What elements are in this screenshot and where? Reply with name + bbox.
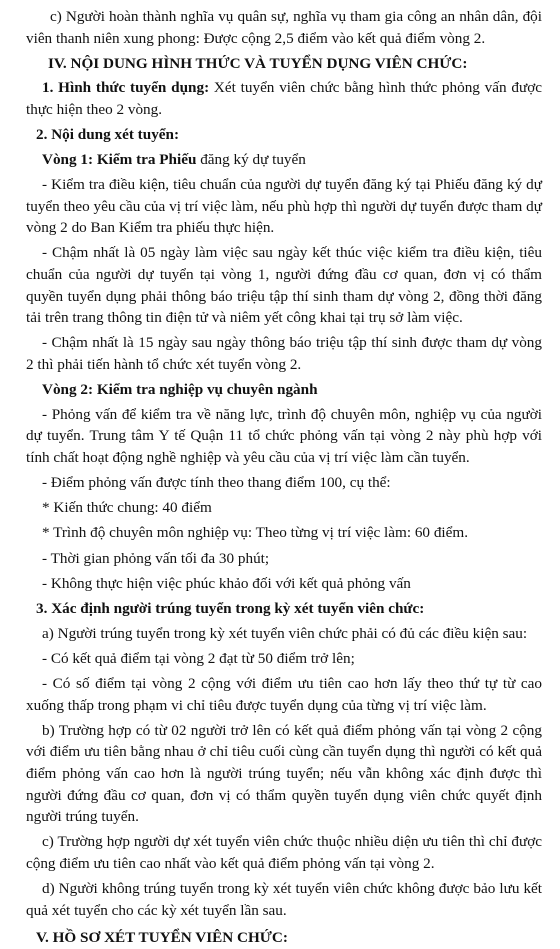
round-2-paragraph-4: * Trình độ chuyên môn nghiệp vụ: Theo từng vị trí việc làm: 60 điểm. — [42, 524, 468, 542]
round-2-paragraph-1: - Phỏng vấn để kiểm tra về năng lực, trình độ chuyên môn, nghiệp vụ của người dự tuyển. Trung tâm Y tế Quận 11 tổ chức phỏng vấn tại vòng 2 này phù hợp với tính chất hoạt động nghề nghiệp và yêu cầu của vị trí việc làm cần tuyển. — [26, 405, 542, 466]
subsection-heading-content: 2. Nội dung xét tuyển: — [36, 126, 180, 144]
round-1-paragraph-1: - Kiểm tra điều kiện, tiêu chuẩn của người dự tuyển đăng ký tại Phiếu đăng ký dự tuyển theo yêu cầu của vị trí việc làm, nếu phù hợp thì người dự tuyển được tham dự vòng 2 do Ban Kiểm tra phiếu thực hiện. — [26, 175, 542, 237]
winners-paragraph-a1: - Có kết quả điểm tại vòng 2 đạt từ 50 điểm trở lên; — [42, 649, 355, 667]
round-2-heading: Vòng 2: Kiểm tra nghiệp vụ chuyên ngành — [42, 381, 318, 399]
recruitment-form-label: 1. Hình thức tuyển dụng: — [42, 79, 210, 97]
section-heading-v: V. HỒ SƠ XÉT TUYỂN VIÊN CHỨC: — [36, 929, 288, 947]
paragraph-priority-c: c) Người hoàn thành nghĩa vụ quân sự, nghĩa vụ tham gia công an nhân dân, đội viên thanh niên xung phong: Được cộng 2,5 điểm vào kết quả điểm vòng 2. — [26, 8, 542, 47]
round-2-paragraph-5: - Thời gian phỏng vấn tối đa 30 phút; — [42, 549, 270, 567]
round-1-label: Vòng 1: Kiểm tra Phiếu — [42, 150, 197, 168]
round-1-paragraph-3: - Chậm nhất là 15 ngày sau ngày thông báo triệu tập thí sinh được tham dự vòng 2 thì phải tiến hành tổ chức xét tuyển vòng 2. — [26, 334, 542, 373]
paragraph-recruitment-form — [26, 77, 542, 120]
round-2-paragraph-6: - Không thực hiện việc phúc khảo đối với kết quả phỏng vấn — [42, 574, 411, 592]
section-heading-iv: IV. NỘI DUNG HÌNH THỨC VÀ TUYỂN DỤNG VIÊN CHỨC: — [48, 54, 468, 72]
winners-paragraph-a2: - Có số điểm tại vòng 2 cộng với điểm ưu tiên cao hơn lấy theo thứ tự từ cao xuống thấp trong phạm vi chỉ tiêu được tuyển dụng của từng vị trí việc làm. — [26, 674, 542, 714]
winners-paragraph-a: a) Người trúng tuyển trong kỳ xét tuyển viên chức phải có đủ các điều kiện sau: — [42, 624, 528, 642]
round-2-paragraph-3: * Kiến thức chung: 40 điểm — [42, 499, 212, 517]
round-1-heading — [26, 149, 542, 171]
winners-paragraph-c: c) Trường hợp người dự xét tuyển viên chức thuộc nhiều diện ưu tiên thì chỉ được cộng điểm ưu tiên cao nhất vào kết quả điểm phỏng vấn tại vòng 2. — [26, 833, 542, 872]
recruitment-form-text: Xét tuyển viên chức bằng hình thức phỏng vấn được thực hiện theo 2 vòng. — [26, 79, 543, 118]
subsection-heading-winners: 3. Xác định người trúng tuyển trong kỳ xét tuyển viên chức: — [36, 599, 425, 617]
winners-paragraph-b: b) Trường hợp có từ 02 người trở lên có kết quả điểm phỏng vấn tại vòng 2 cộng với điểm ưu tiên bằng nhau ở chỉ tiêu cuối cùng cần tuyển dụng thì người có kết quả điểm phỏng vấn cao hơn là người trúng tuyển; nếu vẫn không xác định được thì người đứng đầu cơ quan, đơn vị có thẩm quyền tuyển dụng viên chức quyết định người trúng tuyển. — [26, 721, 542, 826]
round-2-paragraph-2: - Điểm phỏng vấn được tính theo thang điểm 100, cụ thể: — [42, 474, 391, 492]
winners-paragraph-d: d) Người không trúng tuyển trong kỳ xét tuyển viên chức không được bảo lưu kết quả xét tuyển cho các kỳ xét tuyển lần sau. — [26, 880, 542, 919]
round-1-label-suffix: đăng ký dự tuyển — [196, 150, 306, 168]
round-1-paragraph-2: - Chậm nhất là 05 ngày làm việc sau ngày kết thúc việc kiểm tra điều kiện, tiêu chuẩn của người dự tuyển tại vòng 1, người đứng đầu cơ quan, đơn vị có thẩm quyền tuyển dụng phải thông báo triệu tập thí sinh tham dự vòng 2, đồng thời đăng tải trên trang thông tin điện tử và niêm yết công khai tại trụ sở làm việc. — [26, 244, 542, 327]
